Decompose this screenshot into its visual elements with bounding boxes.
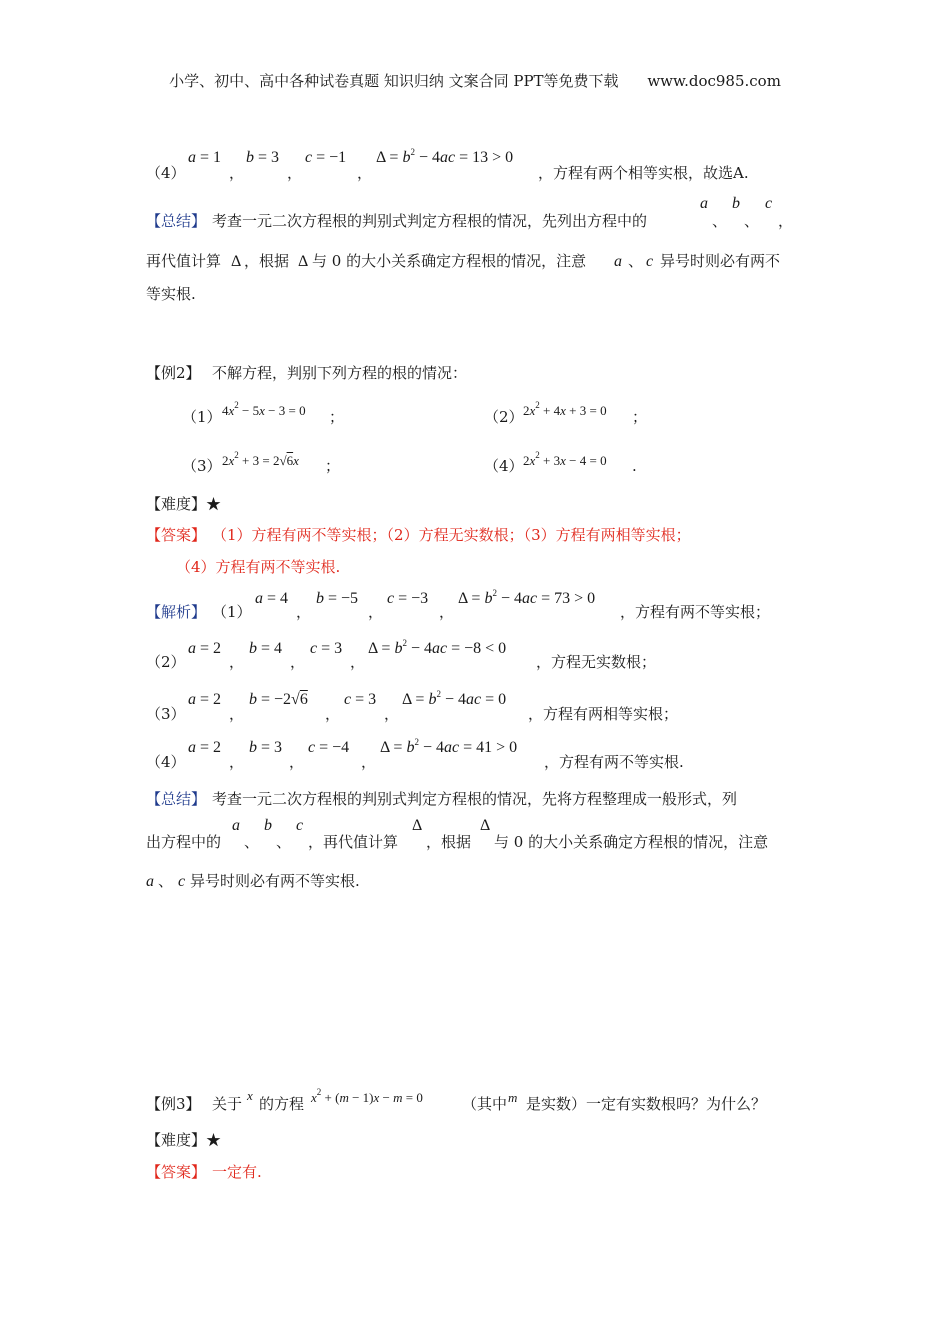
ex2-item4-label: （4） — [484, 457, 524, 475]
an4-delta: $\Delta = b^2 - 4ac = 41 > 0$ — [380, 737, 518, 756]
comma: ， — [350, 653, 366, 671]
semicolon: ； — [632, 408, 648, 426]
ex2-item2-formula: $2x^2 + 4x + 3 = 0$ — [523, 400, 607, 418]
comma: ， — [296, 603, 312, 621]
formula-prev-delta: $\Delta = b^2 - 4ac = 13 > 0$ — [376, 147, 514, 166]
ex2-analysis-3-label: （3） — [146, 705, 186, 723]
comma: ， — [289, 753, 305, 771]
ex2-answer-line1: （1）方程有两不等实根；（2）方程无实数根；（3）方程有两相等实根； — [212, 526, 691, 544]
ex2-item3-formula: $2x^2 + 3 = 2√6x$ — [222, 450, 299, 468]
sep: 、 — [244, 833, 260, 851]
ex3-prompt-a: 关于 — [212, 1095, 243, 1113]
an1-b: b = −5 — [316, 590, 359, 607]
example2-tag: 【例2】 — [146, 364, 201, 382]
an4-b: b = 3 — [249, 739, 283, 756]
var-a: a — [146, 873, 154, 890]
an4-c: c = −4 — [308, 739, 350, 756]
ex2-difficulty-label: 【难度】★ — [146, 495, 222, 513]
ex3-difficulty-label: 【难度】★ — [146, 1131, 222, 1149]
var-c: c — [296, 817, 304, 834]
an2-delta: $\Delta = b^2 - 4ac = -8 < 0$ — [368, 638, 507, 657]
summary1-tag: 【总结】 — [146, 212, 207, 230]
comma: ， — [229, 705, 245, 723]
var-b: b — [264, 817, 272, 834]
ex3-answer-label: 【答案】 — [146, 1163, 207, 1181]
an1-c: c = −3 — [387, 590, 429, 607]
ex3-prompt-b: 的方程 — [259, 1095, 305, 1113]
comma: ， — [778, 212, 794, 230]
summary1-line2c: 与 0 的大小关系确定方程根的情况，注意 — [312, 252, 587, 270]
summary1-line3: 等实根. — [146, 285, 196, 303]
var-c: c — [765, 195, 773, 212]
ex3-prompt-c: （其中 — [462, 1095, 508, 1113]
comma: ， — [287, 164, 303, 182]
ex2-item1-label: （1） — [182, 408, 222, 426]
an3-delta: $\Delta = b^2 - 4ac = 0$ — [402, 689, 507, 708]
var-a: a — [700, 195, 708, 212]
an3-b: b = −2√6 — [249, 691, 308, 708]
comma: ， — [368, 603, 384, 621]
delta-symbol: Δ — [412, 817, 423, 834]
comma: ， — [325, 705, 341, 723]
example2-prompt: 不解方程，判别下列方程的根的情况： — [212, 364, 468, 382]
summary1-line1: 考查一元二次方程根的判别式判定方程根的情况，先列出方程中的 — [212, 212, 648, 230]
ex2-item4-formula: $2x^2 + 3x - 4 = 0$ — [523, 450, 607, 468]
sep: 、 — [276, 833, 292, 851]
ex2-summary-line2b: ，再代值计算 — [308, 833, 399, 851]
ex2-analysis-1-conclusion: ，方程有两不等实根； — [620, 603, 771, 621]
formula-prev-c: c = −1 — [305, 149, 347, 166]
var-a: a — [232, 817, 240, 834]
ex2-analysis-1-label: （1） — [212, 603, 252, 621]
page-header — [0, 70, 950, 91]
ex2-summary-tag: 【总结】 — [146, 790, 207, 808]
delta-symbol: Δ — [298, 253, 309, 270]
an3-a: a = 2 — [188, 691, 222, 708]
an2-b: b = 4 — [249, 640, 283, 657]
ex2-item3-label: （3） — [182, 457, 222, 475]
ex2-analysis-4-conclusion: ，方程有两不等实根. — [544, 753, 684, 771]
header-url: www.doc985.com — [647, 72, 781, 90]
semicolon: ； — [329, 408, 345, 426]
an2-a: a = 2 — [188, 640, 222, 657]
difficulty-stars: ★ — [206, 495, 222, 513]
ex3-prompt-d: 是实数）一定有实数根吗？为什么？ — [526, 1095, 767, 1113]
difficulty-stars: ★ — [206, 1131, 222, 1149]
ex2-analysis-label: 【解析】 — [146, 603, 207, 621]
var-a: a — [614, 253, 622, 270]
ex2-analysis-2-conclusion: ，方程无实数根； — [536, 653, 657, 671]
var-m: m — [508, 1090, 518, 1105]
ex3-equation: $x^2 + (m - 1)x - m = 0$ — [311, 1087, 423, 1105]
sep: 、 — [158, 872, 174, 890]
summary1-line2b: ，根据 — [244, 252, 290, 270]
an2-c: c = 3 — [310, 640, 343, 657]
an1-a: a = 4 — [255, 590, 289, 607]
sep: 、 — [628, 252, 644, 270]
semicolon: ； — [325, 457, 341, 475]
ex2-summary-line2d: 与 0 的大小关系确定方程根的情况，注意 — [494, 833, 769, 851]
var-c: c — [178, 873, 186, 890]
period: . — [632, 457, 637, 475]
comma: ， — [290, 653, 306, 671]
ex2-item1-formula: $4x^2 - 5x - 3 = 0$ — [222, 400, 306, 418]
summary1-line2a: 再代值计算 — [146, 252, 222, 270]
ex2-item2-label: （2） — [484, 408, 524, 426]
ex2-analysis-4-label: （4） — [146, 753, 186, 771]
header-text: 小学、初中、高中各种试卷真题 知识归纳 文案合同 PPT等免费下载 — [169, 72, 619, 90]
ex2-summary-line1: 考查一元二次方程根的判别式判定方程根的情况，先将方程整理成一般形式，列 — [212, 790, 738, 808]
comma: ， — [361, 753, 377, 771]
formula-prev-b: b = 3 — [246, 149, 280, 166]
ex2-summary-line3: 异号时则必有两不等实根. — [190, 872, 360, 890]
ex2-summary-line2c: ，根据 — [426, 833, 472, 851]
summary1-line2d: 异号时则必有两不 — [660, 252, 781, 270]
prev-conclusion: ，方程有两个相等实根，故选A. — [538, 164, 749, 182]
var-x: x — [247, 1088, 253, 1103]
ex2-analysis-2-label: （2） — [146, 653, 186, 671]
comma: ， — [384, 705, 400, 723]
comma: ， — [229, 653, 245, 671]
an1-delta: $\Delta = b^2 - 4ac = 73 > 0$ — [458, 588, 596, 607]
comma: ， — [229, 753, 245, 771]
ex2-summary-line2a: 出方程中的 — [146, 833, 222, 851]
formula-prev-a: a = 1 — [188, 149, 222, 166]
an4-a: a = 2 — [188, 739, 222, 756]
comma: ， — [229, 164, 245, 182]
var-b: b — [732, 195, 740, 212]
sep: 、 — [744, 212, 760, 230]
delta-symbol: Δ — [231, 253, 242, 270]
comma: ， — [439, 603, 455, 621]
prev-item-4-label: （4） — [146, 164, 186, 182]
delta-symbol: Δ — [480, 817, 491, 834]
example3-tag: 【例3】 — [146, 1095, 201, 1113]
comma: ， — [357, 164, 373, 182]
var-c: c — [646, 253, 654, 270]
sep: 、 — [712, 212, 728, 230]
ex2-answer-label: 【答案】 — [146, 526, 207, 544]
ex3-answer-text: 一定有. — [212, 1163, 262, 1181]
ex2-analysis-3-conclusion: ，方程有两相等实根； — [528, 705, 679, 723]
an3-c: c = 3 — [344, 691, 377, 708]
ex2-answer-line2: （4）方程有两不等实根. — [176, 558, 341, 576]
